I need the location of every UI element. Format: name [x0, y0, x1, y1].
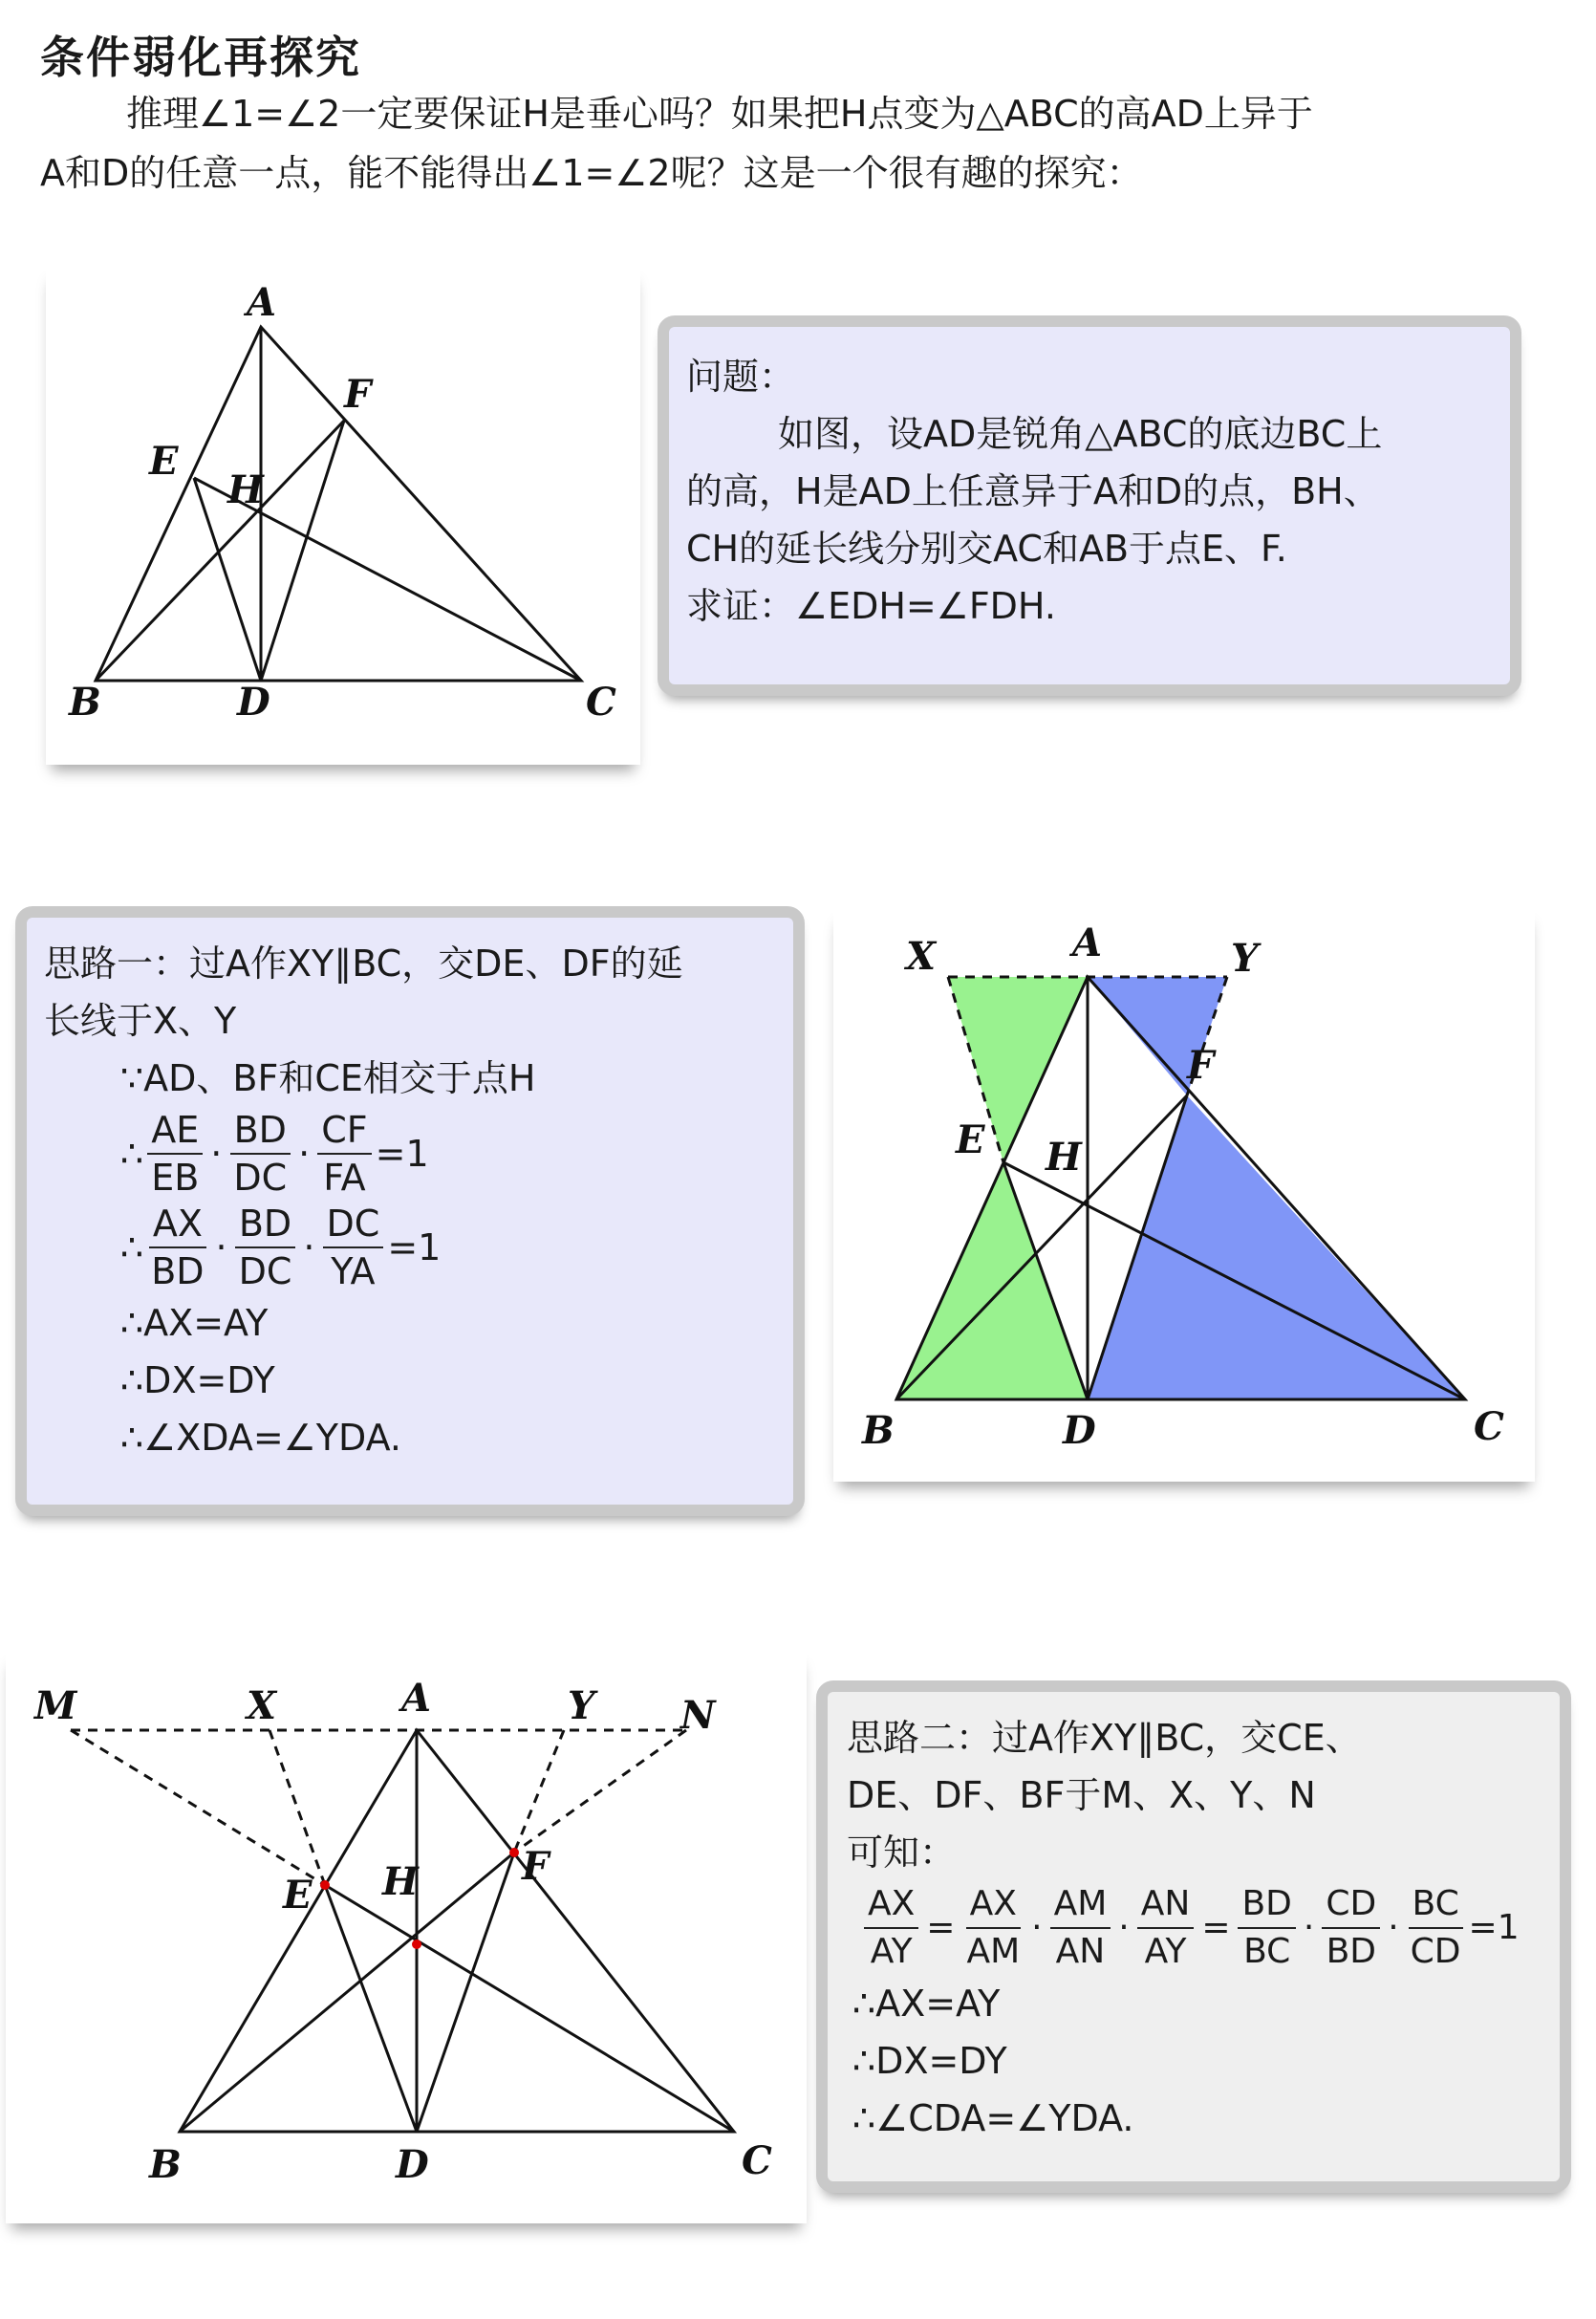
idea2-line-3: 可知：	[847, 1831, 957, 1874]
problem-heading: 问题：	[686, 356, 796, 398]
label-h: H	[382, 1859, 419, 1904]
idea1-conclusion-3: ∴∠XDA=∠YDA.	[120, 1417, 401, 1459]
page-title: 条件弱化再探究	[40, 32, 361, 83]
segment-de	[325, 1885, 417, 2132]
fraction	[962, 1881, 1024, 1975]
label-d: D	[396, 2142, 429, 2187]
intro-paragraph	[40, 84, 1531, 203]
point-e	[320, 1880, 330, 1890]
label-a: A	[401, 1676, 432, 1721]
denominator: CD	[1410, 1932, 1461, 1971]
point-f	[509, 1848, 519, 1857]
label-m: M	[34, 1683, 77, 1728]
figure-3-svg	[6, 1650, 807, 2223]
idea1-equation-1: ∴ $\frac{AE}{EB}$ · $\frac{BD}{DC}$ · $\frac{CF}{FA}$ =1	[120, 1109, 429, 1199]
idea1-conclusion-1: ∴AX=AY	[120, 1302, 269, 1344]
label-y: Y	[568, 1683, 595, 1728]
fraction	[235, 1201, 296, 1294]
denominator: YA	[331, 1250, 376, 1292]
numerator: AX	[966, 1881, 1021, 1929]
denominator: BD	[151, 1250, 205, 1292]
equation-rhs: =1	[375, 1133, 429, 1175]
point-h	[412, 1940, 421, 1949]
figure-2-svg	[833, 908, 1535, 1482]
segment-bf	[96, 421, 344, 681]
label-x: X	[247, 1683, 277, 1728]
denominator: EB	[151, 1157, 200, 1199]
label-e: E	[149, 439, 179, 484]
label-h: H	[227, 467, 264, 512]
intro-line-1: 推理∠1=∠2一定要保证H是垂心吗？如果把H点变为△ABC的高AD上异于	[126, 93, 1313, 135]
figure-2-shaded-regions	[896, 977, 1465, 1399]
fraction	[147, 1107, 203, 1201]
green-triangle-bde	[896, 1162, 1088, 1399]
label-n: N	[680, 1693, 716, 1738]
idea1-line-2: 长线于X、Y	[44, 1000, 237, 1042]
figure-1	[46, 266, 640, 765]
fraction	[317, 1107, 371, 1201]
idea2-equation: $\frac{AX}{AY}$ = $\frac{AX}{AM}$ · $\frac{AM}{AN}$ · $\frac{AN}{AY}$ = $\frac{BD}{BC}$ · $\frac{CD}{BD}$ · $\frac{BC}{CD}$ =1	[847, 1881, 1541, 1975]
fraction	[229, 1107, 291, 1201]
problem-line-3: CH的延长线分别交AC和AB于点E、F.	[686, 528, 1287, 570]
numerator: BD	[1238, 1881, 1295, 1929]
extension-ex	[270, 1730, 325, 1885]
therefore-symbol: ∴	[120, 1226, 144, 1268]
fraction	[323, 1201, 384, 1294]
fraction	[1238, 1881, 1295, 1975]
extension-fn	[514, 1730, 686, 1853]
idea2-conclusion-1: ∴AX=AY	[852, 1983, 1001, 2025]
label-b: B	[149, 2142, 182, 2187]
fraction	[1322, 1881, 1380, 1975]
fraction	[147, 1201, 207, 1294]
idea-2-box	[816, 1680, 1571, 2193]
numerator: DC	[323, 1201, 384, 1248]
denominator: AY	[1144, 1932, 1187, 1971]
numerator: CD	[1322, 1881, 1380, 1929]
label-f: F	[1187, 1043, 1215, 1088]
segment-ce	[325, 1885, 734, 2132]
denominator: BC	[1243, 1932, 1291, 1971]
therefore-symbol: ∴	[120, 1133, 144, 1175]
figure-2	[833, 908, 1535, 1482]
numerator: CF	[317, 1107, 371, 1155]
idea2-line-2: DE、DF、BF于M、X、Y、N	[847, 1774, 1316, 1816]
idea1-line-3: ∵AD、BF和CE相交于点H	[120, 1057, 536, 1099]
label-c: C	[742, 2138, 772, 2183]
figure-3	[6, 1650, 807, 2223]
idea2-line-1: 思路二：过A作XY∥BC，交CE、	[847, 1717, 1362, 1759]
idea-1-box	[15, 906, 805, 1516]
label-x: X	[906, 934, 937, 979]
triangle-abc	[96, 327, 581, 681]
idea2-conclusion-2: ∴DX=DY	[852, 2040, 1007, 2082]
denominator: AM	[966, 1932, 1021, 1971]
idea1-line-1: 思路一：过A作XY∥BC，交DE、DF的延	[44, 943, 683, 985]
label-c: C	[1474, 1404, 1504, 1449]
problem-line-4: 求证：∠EDH=∠FDH.	[686, 585, 1056, 627]
label-c: C	[586, 680, 616, 725]
fraction	[1137, 1881, 1195, 1975]
label-b: B	[69, 680, 101, 725]
problem-line-2: 的高，H是AD上任意异于A和D的点，BH、	[686, 470, 1380, 512]
idea2-conclusion-3: ∴∠CDA=∠YDA.	[852, 2097, 1134, 2139]
numerator: AN	[1137, 1881, 1195, 1929]
figure-3-points	[320, 1848, 519, 1949]
fraction	[1407, 1881, 1465, 1975]
numerator: AE	[147, 1107, 203, 1155]
extension-em	[71, 1730, 325, 1885]
numerator: BD	[230, 1107, 291, 1155]
fraction	[1050, 1881, 1111, 1975]
numerator: BD	[235, 1201, 295, 1248]
denominator: DC	[238, 1250, 292, 1292]
numerator: AX	[864, 1881, 918, 1929]
problem-line-1: 如图，设AD是锐角△ABC的底边BC上	[778, 413, 1383, 455]
figure-1-svg	[46, 266, 640, 765]
idea1-conclusion-2: ∴DX=DY	[120, 1359, 275, 1401]
idea1-equation-2: ∴ $\frac{AX}{BD}$ · $\frac{BD}{DC}$ · $\frac{DC}{YA}$ =1	[120, 1203, 442, 1292]
denominator: AY	[870, 1932, 913, 1971]
denominator: AN	[1055, 1932, 1106, 1971]
numerator: AM	[1050, 1881, 1111, 1929]
intro-line-2: A和D的任意一点，能不能得出∠1=∠2呢？这是一个很有趣的探究：	[40, 152, 1143, 194]
label-a: A	[1072, 921, 1103, 965]
label-e: E	[956, 1117, 985, 1162]
triangle-abc	[180, 1730, 734, 2132]
label-h: H	[1046, 1135, 1082, 1180]
label-d: D	[1063, 1408, 1096, 1453]
label-f: F	[344, 372, 372, 417]
denominator: BD	[1326, 1932, 1376, 1971]
denominator: FA	[323, 1157, 366, 1199]
equation-rhs: =1	[387, 1226, 442, 1268]
denominator: DC	[233, 1157, 288, 1199]
label-d: D	[237, 680, 270, 725]
label-a: A	[247, 280, 277, 325]
problem-box	[658, 315, 1521, 696]
label-f: F	[522, 1844, 550, 1889]
numerator: BC	[1409, 1881, 1463, 1929]
label-b: B	[862, 1408, 895, 1453]
fraction	[864, 1881, 918, 1975]
equation-rhs: =1	[1468, 1908, 1520, 1947]
label-y: Y	[1231, 936, 1259, 981]
numerator: AX	[149, 1201, 206, 1248]
label-e: E	[283, 1873, 313, 1918]
